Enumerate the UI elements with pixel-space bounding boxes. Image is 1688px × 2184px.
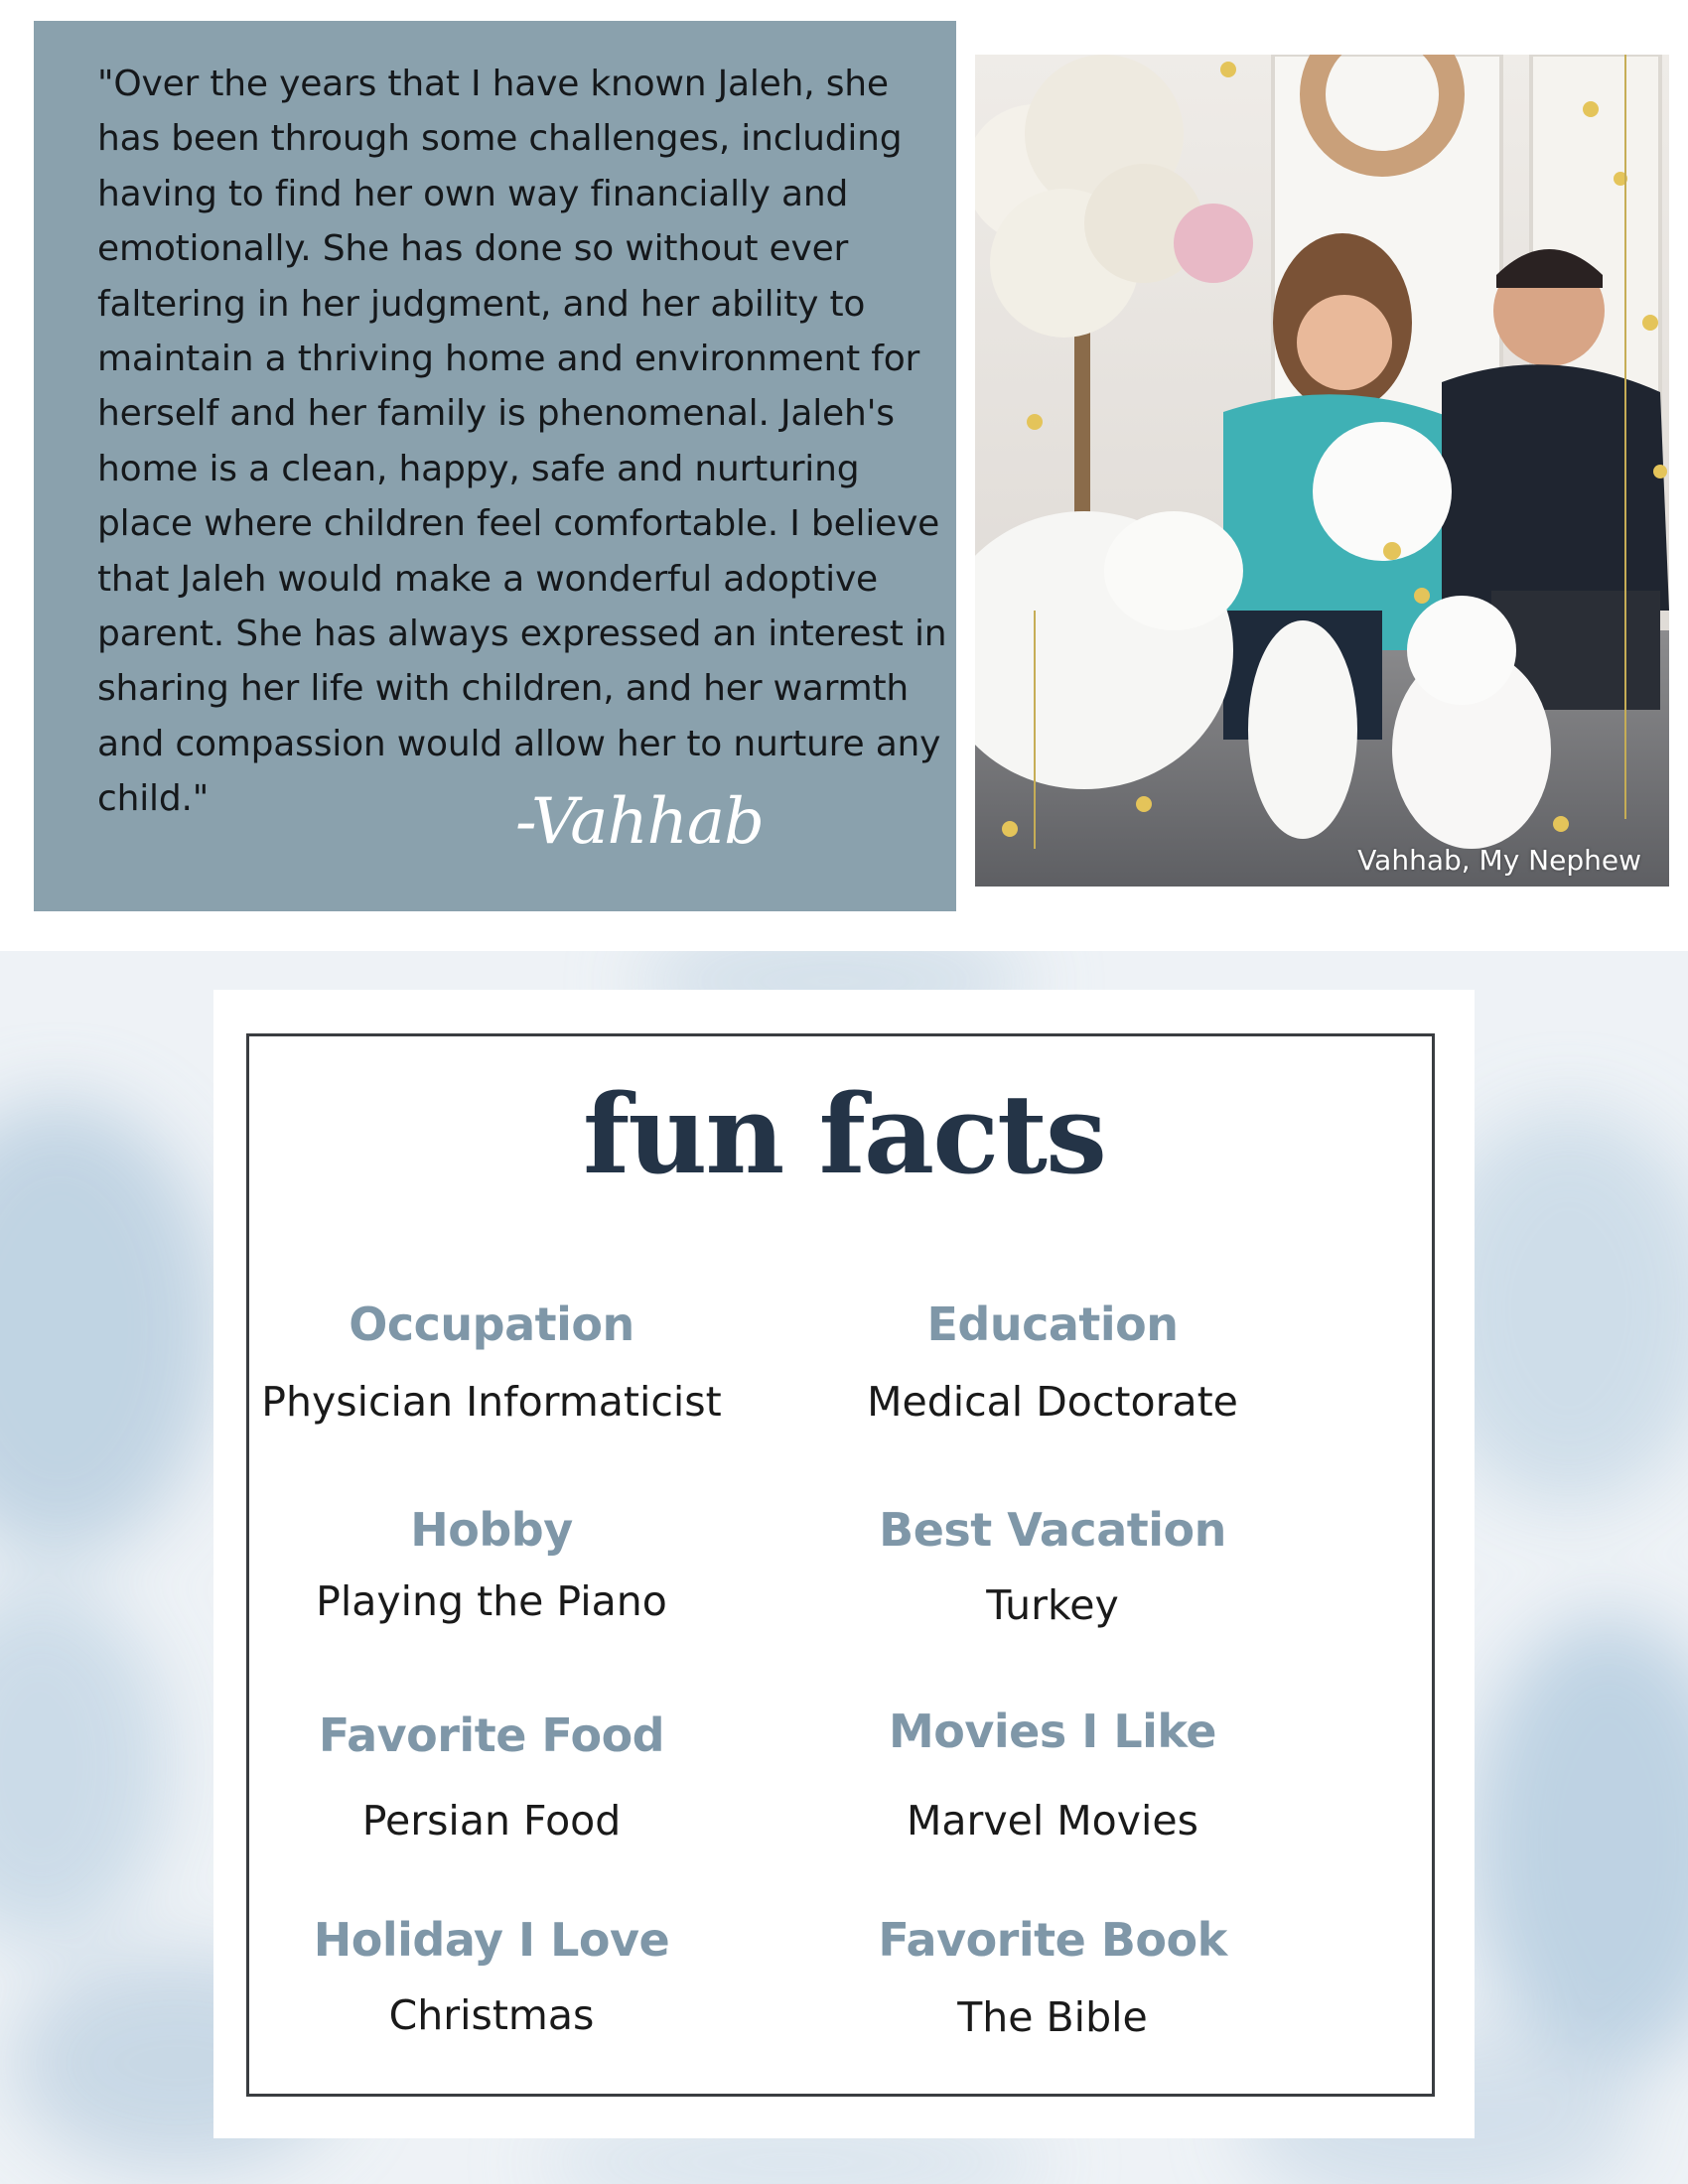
testimonial-quote: "Over the years that I have known Jaleh, she has been through some challenges, including having to find her own way financially and emotionally. She has done so without ever faltering in her judgment, and her ability to maintain a thriving home and environment for herself and her family is phenomenal. Jaleh's home is a clean, happy, safe and nurturing place where children feel comfortable. I believe that Jaleh would make a wonderful adoptive parent. She has always expressed an interest in sharing her life with children, and her warmth and compassion would allow her to nurture any child." <box>97 64 947 820</box>
fact-value: The Bible <box>957 1993 1148 2042</box>
fact-best-vacation <box>774 1503 1331 1630</box>
fact-hobby <box>213 1503 770 1626</box>
fact-favorite-book <box>774 1913 1331 2042</box>
fact-value: Physician Informaticist <box>261 1378 722 1427</box>
fact-heading: Favorite Book <box>878 1913 1227 1967</box>
fact-value: Playing the Piano <box>316 1577 667 1626</box>
fun-facts-title: fun facts <box>583 1070 1105 1198</box>
fact-heading: Hobby <box>410 1503 573 1557</box>
photo-caption: Vahhab, My Nephew <box>1357 844 1641 877</box>
fact-heading: Occupation <box>349 1297 634 1351</box>
fact-value: Christmas <box>388 1991 595 2040</box>
fact-favorite-food <box>213 1708 770 1845</box>
fact-occupation <box>213 1297 770 1427</box>
fact-heading: Favorite Food <box>318 1708 665 1762</box>
fact-heading: Education <box>926 1297 1179 1351</box>
fact-holiday-i-love <box>213 1913 770 2040</box>
testimonial-panel <box>34 21 956 911</box>
testimonial-signature: -Vahhab <box>514 785 765 859</box>
fact-movies-i-like <box>774 1705 1331 1845</box>
fact-value: Medical Doctorate <box>867 1378 1238 1427</box>
fact-heading: Best Vacation <box>879 1503 1226 1557</box>
fact-value: Marvel Movies <box>907 1797 1198 1845</box>
fun-facts-card <box>213 990 1475 2138</box>
fact-education <box>774 1297 1331 1427</box>
fact-heading: Holiday I Love <box>313 1913 670 1967</box>
fact-value: Persian Food <box>361 1797 622 1845</box>
fact-value: Turkey <box>986 1581 1119 1630</box>
family-photo <box>975 55 1669 887</box>
family-photo-illustration <box>975 55 1669 887</box>
fact-heading: Movies I Like <box>889 1705 1216 1758</box>
